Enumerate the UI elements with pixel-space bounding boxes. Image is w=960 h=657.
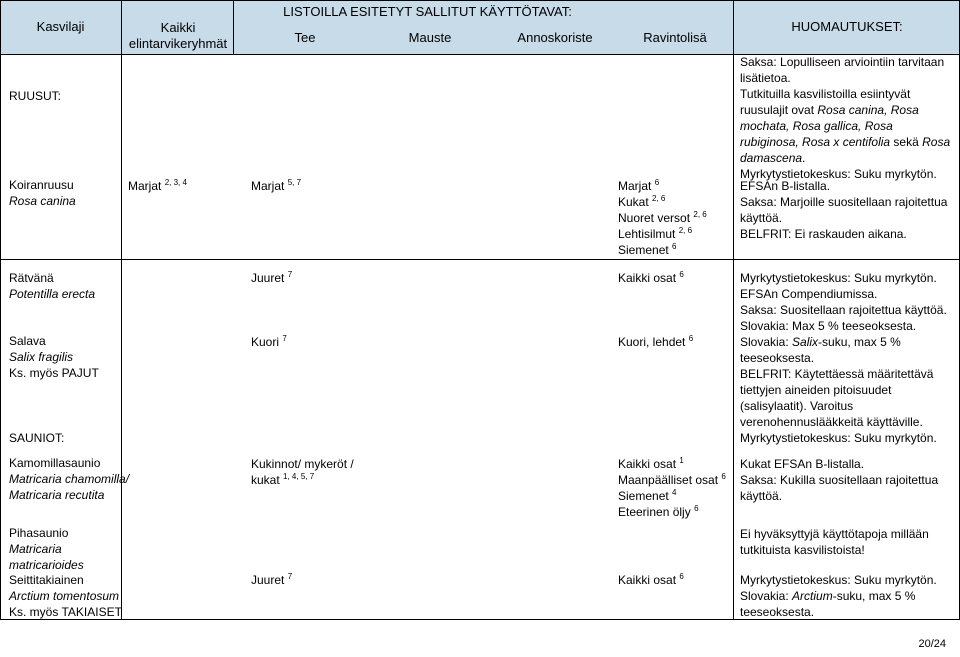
koiranruusu-rav bbox=[618, 178, 707, 258]
grid-line bbox=[233, 0, 234, 54]
grid-line bbox=[0, 259, 960, 260]
salava-note-1c: -suku, max 5 % teeseoksesta. bbox=[740, 335, 901, 365]
grid-line bbox=[0, 0, 1, 620]
seittitakiainen-rav-sup: 6 bbox=[679, 572, 684, 581]
pihasaunio-latin: Matricaria matricarioides bbox=[9, 542, 84, 572]
kamomillasaunio-note: Kukat EFSAn B-listalla. bbox=[740, 457, 865, 471]
header-tee-label: Tee bbox=[294, 30, 316, 45]
ruusut-note-2 bbox=[740, 86, 952, 166]
seittitakiainen-note-1: Myrkytystietokeskus: Suku myrkytön. bbox=[740, 573, 937, 587]
rav-sup: 6 bbox=[654, 178, 660, 187]
seittitakiainen-rav-text: Kaikki osat bbox=[618, 573, 677, 587]
header-kasvilaji-label: Kasvilaji bbox=[36, 19, 85, 34]
salava-name: Salava bbox=[9, 334, 46, 348]
kamomillasaunio-tee-sup: 1, 4, 5, 7 bbox=[283, 472, 315, 481]
kamomillasaunio-rav-item bbox=[618, 504, 726, 520]
header-listoilla-label: LISTOILLA ESITETYT SALLITUT KÄYTTÖTAVAT: bbox=[283, 4, 572, 19]
kamomillasaunio-note: Saksa: Kukilla suositellaan rajoitettua käyttöä. bbox=[740, 473, 939, 503]
kamomillasaunio-rav bbox=[618, 456, 726, 520]
row-ruusut-name: RUUSUT: bbox=[9, 89, 62, 103]
ratvana-note: Myrkytystietokeskus: Suku myrkytön. bbox=[740, 271, 937, 285]
pihasaunio-name: Pihasaunio bbox=[9, 526, 69, 540]
row-pihasaunio-name bbox=[9, 525, 99, 573]
seittitakiainen-tee bbox=[251, 572, 292, 588]
ratvana-note: EFSAn Compendiumissa. bbox=[740, 287, 878, 301]
salava-note-1b: Salix bbox=[792, 335, 819, 349]
row-koiranruusu-name bbox=[9, 177, 76, 209]
salava-note-1 bbox=[740, 334, 950, 366]
kamomillasaunio-name: Kamomillasaunio bbox=[9, 456, 101, 470]
rav-text: Eteerinen öljy bbox=[618, 505, 691, 519]
ratvana-note: Saksa: Suositellaan rajoitettua käyttöä. bbox=[740, 303, 947, 317]
koiranruusu-tee-text: Marjat bbox=[251, 179, 285, 193]
rav-text: Kukat bbox=[618, 195, 649, 209]
header-ravintolisa-label: Ravintolisä bbox=[643, 30, 707, 45]
rav-sup: 2, 6 bbox=[678, 226, 693, 235]
rav-sup: 6 bbox=[672, 242, 677, 251]
kamomillasaunio-notes bbox=[740, 456, 952, 504]
seittitakiainen-latin: Arctium tomentosum bbox=[9, 589, 120, 603]
salava-rav-text: Kuori, lehdet bbox=[618, 335, 686, 349]
seittitakiainen-note-2b: Arctium bbox=[792, 589, 833, 603]
seittitakiainen-tee-text: Juuret bbox=[251, 573, 285, 587]
rav-text: Marjat bbox=[618, 179, 652, 193]
ratvana-tee-sup: 7 bbox=[287, 270, 293, 279]
salava-rav-sup: 6 bbox=[688, 334, 694, 343]
ratvana-tee-text: Juuret bbox=[251, 271, 285, 285]
ratvana-note: Slovakia: Max 5 % teeseoksesta. bbox=[740, 319, 917, 333]
ruusut-note-3: Myrkytystietokeskus: Suku myrkytön. bbox=[740, 167, 937, 181]
rav-sup: 6 bbox=[694, 504, 699, 513]
salava-note-2: BELFRIT: Käytettäessä määritettävä tiettyjen aineiden pitoisuudet (salisylaatit). Varoitus verenohennuslääkkeitä käyttäville. bbox=[740, 367, 934, 429]
ratvana-notes bbox=[740, 270, 952, 334]
seittitakiainen-rav bbox=[618, 572, 684, 588]
salava-tee bbox=[251, 334, 287, 350]
seittitakiainen-see-also: Ks. myös TAKIAISET bbox=[9, 605, 122, 619]
rav-text: Kaikki osat bbox=[618, 457, 677, 471]
ruusut-note-2e: . bbox=[802, 151, 806, 165]
ratvana-tee bbox=[251, 270, 292, 286]
koiranruusu-latin: Rosa canina bbox=[9, 194, 76, 208]
header-mauste-label: Mauste bbox=[408, 30, 452, 45]
kamomillasaunio-tee bbox=[251, 456, 371, 488]
grid-line bbox=[733, 0, 734, 620]
ruusut-note-2a: Tutkituilla kasvilistoilla esiintyvät ruusulajit ovat bbox=[740, 87, 911, 117]
rav-text: Lehtisilmut bbox=[618, 227, 676, 241]
header-kaikki-label: Kaikki elintarvikeryhmät bbox=[128, 20, 228, 51]
seittitakiainen-notes bbox=[740, 572, 952, 620]
koiranruusu-rav-item bbox=[618, 242, 707, 258]
koiranruusu-notes bbox=[740, 178, 952, 242]
rav-sup: 1 bbox=[679, 456, 684, 465]
grid-line bbox=[0, 0, 960, 1]
salava-tee-sup: 7 bbox=[282, 334, 287, 343]
koiranruusu-rav-item bbox=[618, 226, 707, 242]
rav-text: Nuoret versot bbox=[618, 211, 691, 225]
ratvana-rav bbox=[618, 270, 684, 286]
rav-text: Siemenet bbox=[618, 489, 669, 503]
rav-sup: 4 bbox=[672, 488, 677, 497]
ratvana-name: Rätvänä bbox=[9, 271, 54, 285]
koiranruusu-note: BELFRIT: Ei raskauden aikana. bbox=[740, 227, 907, 241]
koiranruusu-rav-item bbox=[618, 194, 707, 210]
rav-sup: 2, 6 bbox=[652, 194, 666, 203]
kamomillasaunio-latin: Matricaria chamomilla/ bbox=[9, 472, 130, 486]
seittitakiainen-note-2 bbox=[740, 588, 952, 620]
kamomillasaunio-tee-text: Kukinnot/ mykeröt / kukat bbox=[251, 457, 354, 487]
grid-line bbox=[121, 0, 122, 620]
salava-tee-text: Kuori bbox=[251, 335, 280, 349]
row-ratvana-name bbox=[9, 270, 95, 302]
rav-text: Siemenet bbox=[618, 243, 669, 257]
ruusut-note-2b: Rosa canina, Rosa mochata, Rosa gallica, Rosa rubiginosa, Rosa x centifolia bbox=[740, 103, 919, 149]
kamomillasaunio-latin: Matricaria recutita bbox=[9, 488, 105, 502]
salava-note-1a: Slovakia: bbox=[740, 335, 793, 349]
page-number: 20/24 bbox=[918, 638, 946, 650]
koiranruusu-kaikki-text: Marjat bbox=[128, 179, 162, 193]
seittitakiainen-name: Seittitakiainen bbox=[9, 573, 84, 587]
koiranruusu-kaikki bbox=[128, 178, 187, 194]
pihasaunio-note: Ei hyväksyttyjä käyttötapoja millään tutkituista kasvilistoista! bbox=[740, 527, 929, 557]
header-huomautukset-label: HUOMAUTUKSET: bbox=[791, 19, 903, 34]
seittitakiainen-note-2a: Slovakia: bbox=[740, 589, 793, 603]
row-kamomillasaunio-name bbox=[9, 455, 129, 503]
koiranruusu-tee-sup: 5, 7 bbox=[287, 178, 302, 187]
seittitakiainen-note-2c: -suku, max 5 % teeseoksesta. bbox=[740, 589, 916, 619]
koiranruusu-tee bbox=[251, 178, 301, 194]
ratvana-rav-text: Kaikki osat bbox=[618, 271, 677, 285]
salava-see-also: Ks. myös PAJUT bbox=[9, 366, 99, 380]
kamomillasaunio-rav-item bbox=[618, 456, 726, 472]
row-salava-name bbox=[9, 333, 99, 381]
koiranruusu-rav-item bbox=[618, 210, 707, 226]
rav-sup: 2, 6 bbox=[693, 210, 707, 219]
salava-notes bbox=[740, 334, 950, 430]
row-seittitakiainen-name bbox=[9, 572, 122, 620]
kamomillasaunio-rav-item bbox=[618, 472, 726, 488]
row-ruusut-notes bbox=[740, 54, 952, 182]
rav-sup: 6 bbox=[721, 472, 726, 481]
koiranruusu-note: Saksa: Marjoille suositellaan rajoitettua käyttöä. bbox=[740, 195, 948, 225]
ruusut-note-2c: sekä bbox=[890, 135, 923, 149]
koiranruusu-name: Koiranruusu bbox=[9, 178, 74, 192]
sauniot-note: Myrkytystietokeskus: Suku myrkytön. bbox=[740, 431, 937, 445]
ruusut-note-1: Saksa: Lopulliseen arviointiin tarvitaan lisätietoa. bbox=[740, 55, 945, 85]
ratvana-rav-sup: 6 bbox=[679, 270, 684, 279]
row-sauniot-name: SAUNIOT: bbox=[9, 431, 65, 445]
salava-latin: Salix fragilis bbox=[9, 350, 74, 364]
salava-rav bbox=[618, 334, 693, 350]
ruusut-note-2d: Rosa damascena bbox=[740, 135, 951, 165]
rav-text: Maanpäälliset osat bbox=[618, 473, 719, 487]
kamomillasaunio-rav-item bbox=[618, 488, 726, 504]
header-annoskoriste-label: Annoskoriste bbox=[517, 30, 593, 45]
koiranruusu-note: EFSAn B-listalla. bbox=[740, 179, 831, 193]
koiranruusu-rav-item bbox=[618, 178, 707, 194]
koiranruusu-kaikki-sup: 2, 3, 4 bbox=[164, 178, 187, 187]
seittitakiainen-tee-sup: 7 bbox=[287, 572, 293, 581]
ratvana-latin: Potentilla erecta bbox=[9, 287, 96, 301]
